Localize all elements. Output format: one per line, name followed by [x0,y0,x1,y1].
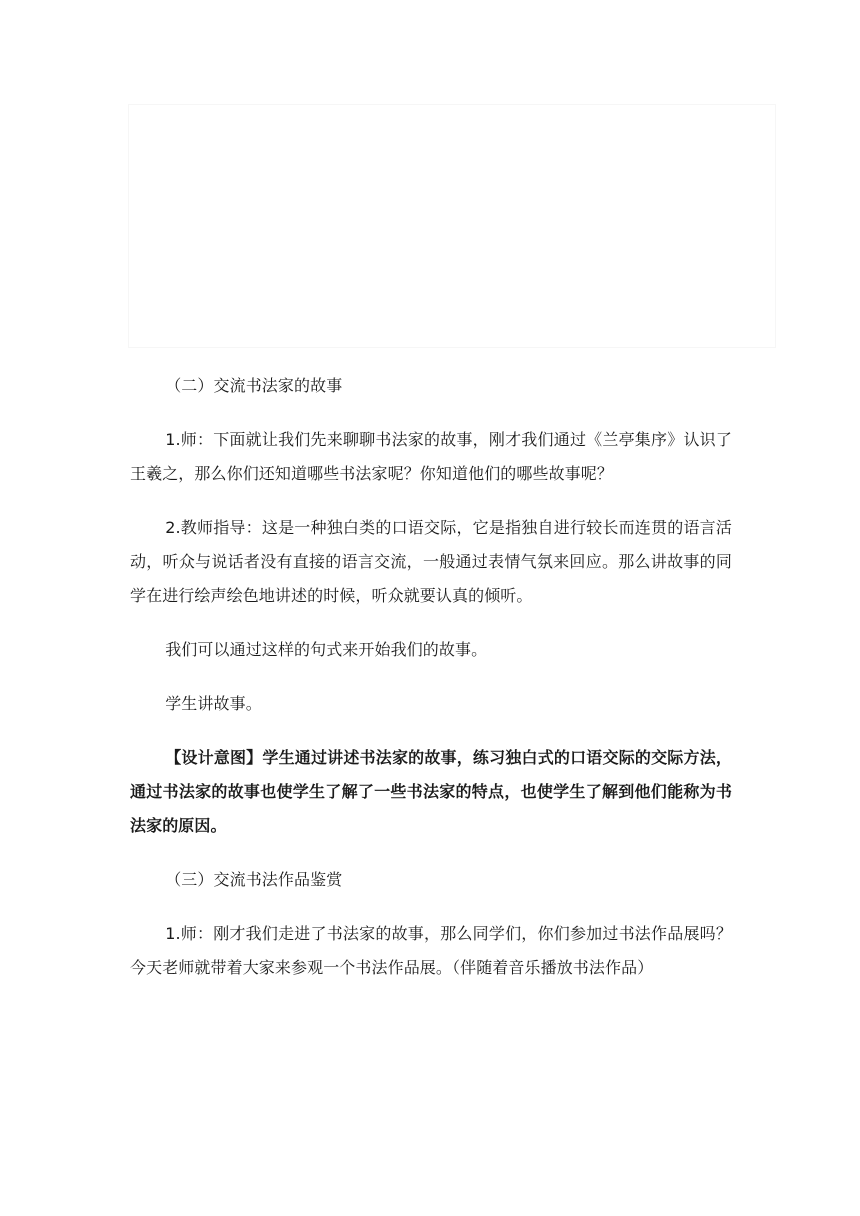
embedded-image-area [128,104,776,348]
paragraph-calligraphy-exhibition: 1.师：刚才我们走进了书法家的故事，那么同学们，你们参加过书法作品展吗？今天老师就带着大家来参观一个书法作品展。（伴随着音乐播放书法作品） [130,924,732,977]
paragraph-teacher-guidance: 2.教师指导：这是一种独白类的口语交际，它是指独自进行较长而连贯的语言活动，听众与说话者没有直接的语言交流，一般通过表情气氛来回应。那么讲故事的同学在进行绘声绘色地讲述的时候，听众就要认真的倾听。 [130,518,732,605]
document-body [130,369,732,985]
design-intent-paragraph: 【设计意图】学生通过讲述书法家的故事，练习独白式的口语交际的交际方法，通过书法家的故事也使学生了解了一些书法家的特点，也使学生了解到他们能称为书法家的原因。 [130,748,732,835]
section-heading-3: （三）交流书法作品鉴赏 [165,870,343,889]
section-heading-2: （二）交流书法家的故事 [165,376,343,395]
paragraph-sentence-pattern: 我们可以通过这样的句式来开始我们的故事。 [165,640,488,659]
paragraph-teacher-intro: 1.师：下面就让我们先来聊聊书法家的故事，刚才我们通过《兰亭集序》认识了王羲之，那么你们还知道哪些书法家呢？你知道他们的哪些故事呢？ [130,430,732,483]
paragraph-students-tell: 学生讲故事。 [165,694,262,713]
